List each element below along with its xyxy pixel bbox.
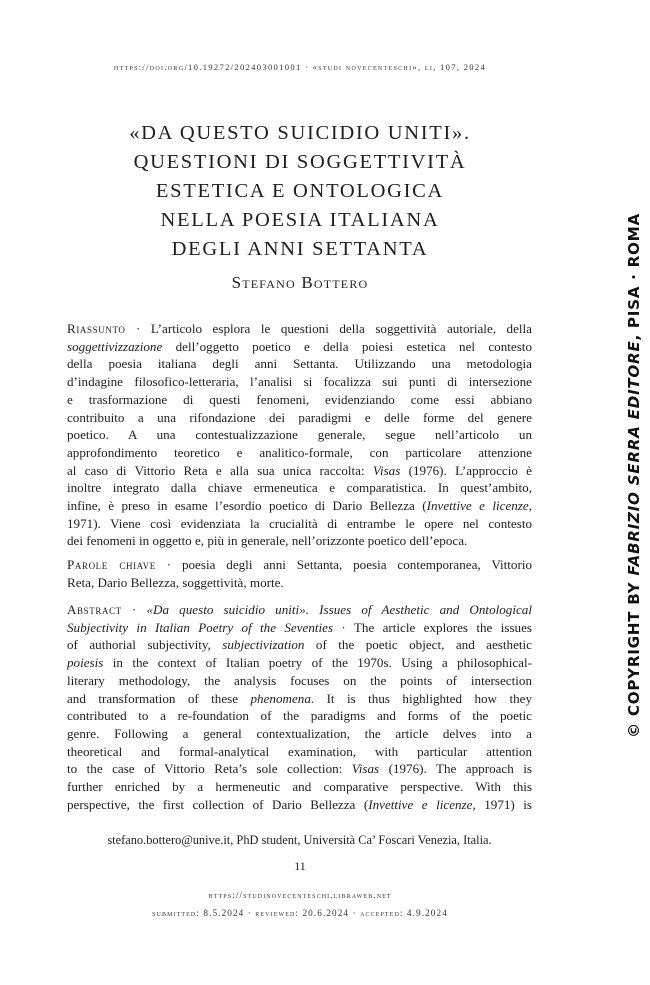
text-span: , 1971) is xyxy=(472,796,533,812)
italic-span: poiesis xyxy=(67,655,104,671)
title-line: QUESTIONI DI SOGGETTIVITÀ xyxy=(133,151,467,173)
text-line: genre. Following a general contextualization, the article delves into a xyxy=(67,725,532,741)
text-line: theoretical and formal-analytical examination, with particular attention xyxy=(67,743,532,759)
text-span: dell’oggetto poetico e della poiesi estetica nel contesto xyxy=(162,338,532,354)
title-line: «DA QUESTO SUICIDIO UNITI». xyxy=(129,122,471,144)
title-line: DEGLI ANNI SETTANTA xyxy=(171,238,429,260)
text-line xyxy=(67,636,532,654)
text-span: perspective, the first collection of Dario Bellezza ( xyxy=(67,796,369,812)
text-line: contribuito a una rifondazione dei paradigmi e delle forme del genere xyxy=(67,409,532,425)
keywords-paragraph xyxy=(67,556,532,591)
text-line: della poesia italiana degli anni Settanta. Utilizzando una metodologia xyxy=(67,356,532,372)
text-line xyxy=(67,601,532,619)
section-label: Riassunto xyxy=(67,321,126,336)
text-line xyxy=(67,556,532,574)
submission-dates: submitted: 8.5.2024 · reviewed: 20.6.2024 · accepted: 4.9.2024 xyxy=(152,908,448,918)
author-footnote: stefano.bottero@unive.it, PhD student, Università Ca’ Foscari Venezia, Italia. xyxy=(107,833,492,847)
text-span: . It is thus highlighted how they xyxy=(310,690,532,706)
text-line: e trasformazione di questi fenomeni, evidenziando come essi abbiano xyxy=(67,391,532,407)
section-label: Parole chiave xyxy=(67,557,156,572)
text-line: 1971). Viene così evidenziata la crucialità di entrambe le opere nel contesto xyxy=(67,515,532,531)
text-span: (1976). L’approccio è xyxy=(400,462,532,478)
italic-span: Invettive e licenze xyxy=(368,796,473,812)
text-line xyxy=(67,796,532,814)
text-span: of the poetic object, and aesthetic xyxy=(304,637,532,653)
italic-span: Visas xyxy=(351,761,380,777)
text-line: Reta, Dario Bellezza, soggettività, morte. xyxy=(67,574,284,590)
doi-header: https://doi.org/10.19272/202403001001 · «studi novecenteschi», li, 107, 2024 xyxy=(113,62,487,72)
text-line xyxy=(67,654,532,672)
article-title xyxy=(40,119,560,264)
copyright-suffix: , PISA · ROMA xyxy=(625,213,643,341)
title-line: ESTETICA E ONTOLOGICA xyxy=(155,180,445,202)
text-span: · L’articolo esplora le questioni della soggettività autoriale, della xyxy=(125,321,532,336)
title-line: NELLA POESIA ITALIANA xyxy=(160,209,440,231)
italic-span: «Da questo suicidio uniti». Issues of Aesthetic and Ontological xyxy=(146,602,532,617)
text-span: in the context of Italian poetry of the 1970s. Using a philosophical- xyxy=(103,655,532,671)
copyright-notice xyxy=(625,213,647,738)
text-line: further enriched by a hermeneutic and comparative perspective. With this xyxy=(67,779,532,795)
text-line xyxy=(67,619,532,637)
riassunto-paragraph xyxy=(67,320,532,550)
page-number: 11 xyxy=(294,859,306,873)
abstract-paragraph xyxy=(67,601,532,813)
text-span: to the case of Vittorio Reta’s sole collection: xyxy=(67,761,352,777)
text-line: d’indagine filosofico-letteraria, l’analisi si focalizza sui punti di intersezione xyxy=(67,374,532,390)
italic-span: Visas xyxy=(372,462,401,478)
section-label: Abstract xyxy=(67,602,122,617)
text-line xyxy=(67,497,532,515)
text-span: · poesia degli anni Settanta, poesia contemporanea, Vittorio xyxy=(155,557,532,572)
text-span: and transformation of these xyxy=(67,690,251,706)
text-line: poetico. A una contestualizzazione generale, segue nell’articolo un xyxy=(67,427,532,443)
text-line: approfondimento teoretico e analitico-formale, con particolare attenzione xyxy=(67,444,532,460)
text-span: , xyxy=(528,498,533,514)
text-span: infine, è preso in esame l’esordio poetico di Dario Bellezza ( xyxy=(67,498,427,514)
text-span: (1976). The approach is xyxy=(379,761,532,777)
text-line: inoltre integrato dalla chiave ermeneutica e comparatistica. In quest’ambito, xyxy=(67,480,532,496)
text-line xyxy=(67,760,532,778)
italic-span: Subjectivity in Italian Poetry of the Seventies xyxy=(67,619,334,635)
text-line xyxy=(67,320,532,338)
italic-span: Invettive e licenze xyxy=(426,498,529,514)
text-line xyxy=(67,338,532,356)
publisher-name: FABRIZIO SERRA EDITORE xyxy=(625,340,643,576)
copyright-prefix: © COPYRIGHT BY xyxy=(625,575,643,738)
text-span: al caso di Vittorio Reta e alla sua unica raccolta: xyxy=(67,462,373,478)
text-span: · The article explores the issues xyxy=(333,619,532,635)
author-name: Stefano Bottero xyxy=(231,273,369,292)
text-line: contributed to a re-foundation of the paradigms and forms of the poetic xyxy=(67,708,532,724)
text-line xyxy=(67,462,532,480)
italic-span: phenomena xyxy=(250,690,311,706)
text-line: literary methodology, the analysis focuses on the points of intersection xyxy=(67,672,532,688)
text-span: of authorial subjectivity, xyxy=(67,637,223,653)
italic-span: subjectivization xyxy=(222,637,305,653)
italic-span: soggettivizzazione xyxy=(67,338,163,354)
text-span: · xyxy=(121,602,147,617)
text-line: dei fenomeni in oggetto e, più in generale, nell’orizzonte poetico dell’epoca. xyxy=(67,533,468,549)
text-line xyxy=(67,690,532,708)
journal-url: https://studinovecenteschi.libraweb.net xyxy=(208,890,392,900)
